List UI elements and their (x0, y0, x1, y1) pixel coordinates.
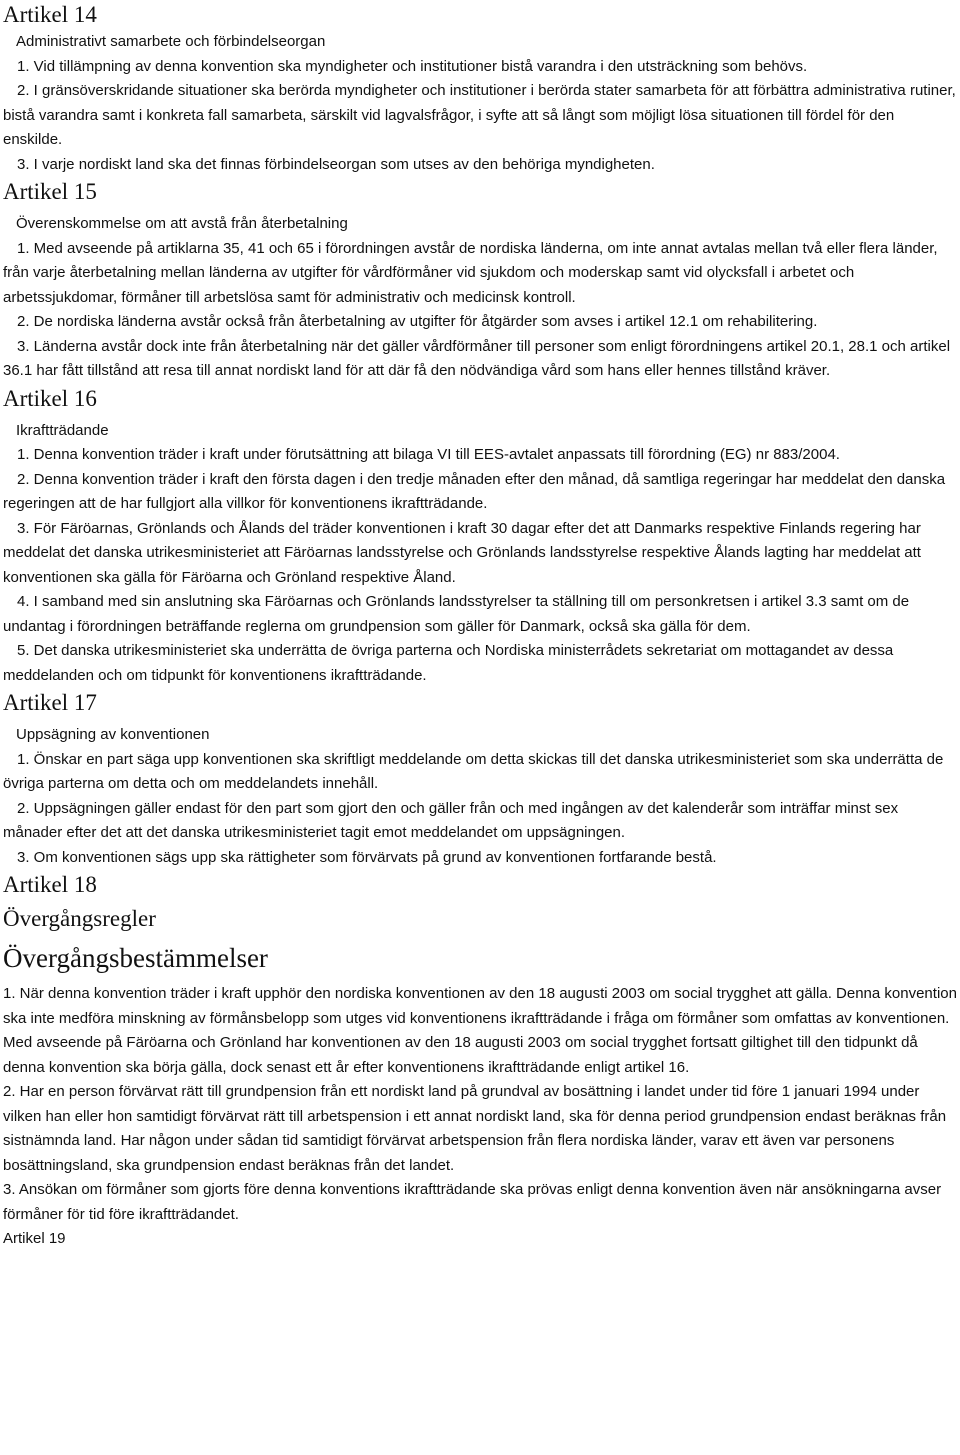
section-heading-large: Övergångsbestämmelser (3, 943, 268, 973)
article-heading: Artikel 16 (3, 385, 97, 411)
article-heading: Artikel 17 (3, 690, 97, 715)
paragraph: 2. Har en person förvärvat rätt till grundpension från ett nordiskt land på grundval av bosättning i landet under tid före 1 januari 1994 under vilken han eller hon samtidigt förvärvat rätt till arbetspension i ett annat nordiskt land, ska för denna period grundpension endast beräknas från sistnämnda land. Har någon under sådan tid samtidigt förvärvat arbetspension från flera nordiska länder, varav ett även var personens bosättningsland, ska grundpension endast beräknas från det landet. (3, 1083, 947, 1174)
paragraph: 5. Det danska utrikesministeriet ska underrätta de övriga parterna och Nordiska ministerrådets sekretariat om mottagandet av dessa meddelanden och om tidpunkt för konventionens ikraftträdande. (3, 642, 894, 684)
article-heading: Artikel 15 (3, 179, 97, 204)
article-heading: Artikel 18 (3, 872, 97, 897)
paragraph: 4. I samband med sin anslutning ska Färöarnas och Grönlands landsstyrelser ta ställning till om personkretsen i artikel 3.3 samt om de undantag i förordningen beträffande reglerna om grundpension som gäller för Danmark, också ska gälla för dem. (3, 593, 910, 635)
article-heading: Artikel 19 (3, 1230, 66, 1247)
article-18 (3, 870, 957, 1227)
article-heading: Artikel 14 (3, 2, 97, 27)
article-15 (3, 177, 957, 384)
paragraph: 1. Denna konvention träder i kraft under förutsättning att bilaga VI till EES-avtalet anpassats till förordning (EG) nr 883/2004. (17, 446, 840, 463)
section-heading: Övergångsregler (3, 906, 156, 931)
paragraph: 2. I gränsöverskridande situationer ska berörda myndigheter och institutioner i berörda stater samarbeta för att förbättra administrativa rutiner, bistå varandra samt i konkreta fall samarbeta, särskilt vid lagvalsfrågor, i syfte att så långt som möjligt lösa situationen till fördel för den enskilde. (3, 82, 956, 148)
paragraph: 3. I varje nordiskt land ska det finnas förbindelseorgan som utses av den behöriga myndigheten. (17, 155, 655, 173)
article-subtitle: Ikraftträdande (16, 421, 109, 439)
article-subtitle: Administrativt samarbete och förbindelseorgan (16, 33, 326, 50)
article-17 (3, 688, 957, 870)
paragraph: 3. Om konventionen sägs upp ska rättigheter som förvärvats på grund av konventionen fortfarande bestå. (17, 848, 717, 866)
article-14 (3, 0, 957, 177)
paragraph: 2. Denna konvention träder i kraft den första dagen i den tredje månaden efter den månad, då samtliga regeringar har meddelat den danska regeringen att de har fullgjort alla villkor för konventionens ikraftträdande. (3, 470, 946, 512)
paragraph: 2. De nordiska länderna avstår också från återbetalning av utgifter för åtgärder som avses i artikel 12.1 om rehabilitering. (17, 313, 818, 330)
paragraph: 2. Uppsägningen gäller endast för den part som gjort den och gäller från och med ingången av det kalenderår som inträffar minst sex månader efter det att det danska utrikesministeriet tagit emot meddelandet om uppsägningen. (3, 799, 899, 841)
article-subtitle: Uppsägning av konventionen (16, 726, 210, 743)
paragraph: 1. Vid tillämpning av denna konvention ska myndigheter och institutioner bistå varandra i den utsträckning som behövs. (17, 57, 808, 75)
article-subtitle: Överenskommelse om att avstå från återbetalning (16, 215, 348, 232)
paragraph: 1. När denna konvention träder i kraft upphör den nordiska konventionen av den 18 augusti 2003 om social trygghet att gälla. Denna konvention ska inte medföra minskning av förmånsbelopp som utges vid konventionens ikraftträdande i fråga om förmåner som omfattas av konventionen. Med avseende på Färöarna och Grönland har konventionen av den 18 augusti 2003 om social trygghet fortsatt giltighet till den tidpunkt då denna konvention ska börja gälla, dock senast ett år efter konventionens ikraftträdande enligt artikel 16. (3, 985, 957, 1076)
article-16 (3, 384, 957, 689)
paragraph: 1. Önskar en part säga upp konventionen ska skriftligt meddelande om detta skickas till det danska utrikesministeriet som ska underrätta de övriga parterna om detta och om meddelandets innehåll. (3, 750, 944, 792)
article-19 (3, 1227, 957, 1252)
paragraph: 1. Med avseende på artiklarna 35, 41 och 65 i förordningen avstår de nordiska länderna, om inte annat avtalas mellan två eller flera länder, från varje återbetalning mellan länderna av utgifter för vårdförmåner vid sjukdom och moderskap samt vid olycksfall i arbetet och arbetssjukdomar, förmåner till arbetslösa samt för administrativ och medicinsk kontroll. (3, 239, 938, 306)
paragraph: 3. För Färöarnas, Grönlands och Ålands del träder konventionen i kraft 30 dagar efter det att Danmarks respektive Finlands regering har meddelat det danska utrikesministeriet att Färöarnas landsstyrelse och Grönlands landsstyrelse respektive Ålands lagting har meddelat att konventionen ska gälla för Färöarna och Grönland respektive Åland. (3, 519, 921, 586)
paragraph: 3. Länderna avstår dock inte från återbetalning när det gäller vårdförmåner till personer som enligt förordningens artikel 20.1, 28.1 och artikel 36.1 har fått tillstånd att resa till annat nordiskt land för att där få den nödvändiga vård som hans eller hennes tillstånd kräver. (3, 337, 951, 379)
paragraph: 3. Ansökan om förmåner som gjorts före denna konventions ikraftträdande ska prövas enligt denna konvention även när ansökningarna avser förmåner för tid före ikraftträdandet. (3, 1181, 942, 1223)
